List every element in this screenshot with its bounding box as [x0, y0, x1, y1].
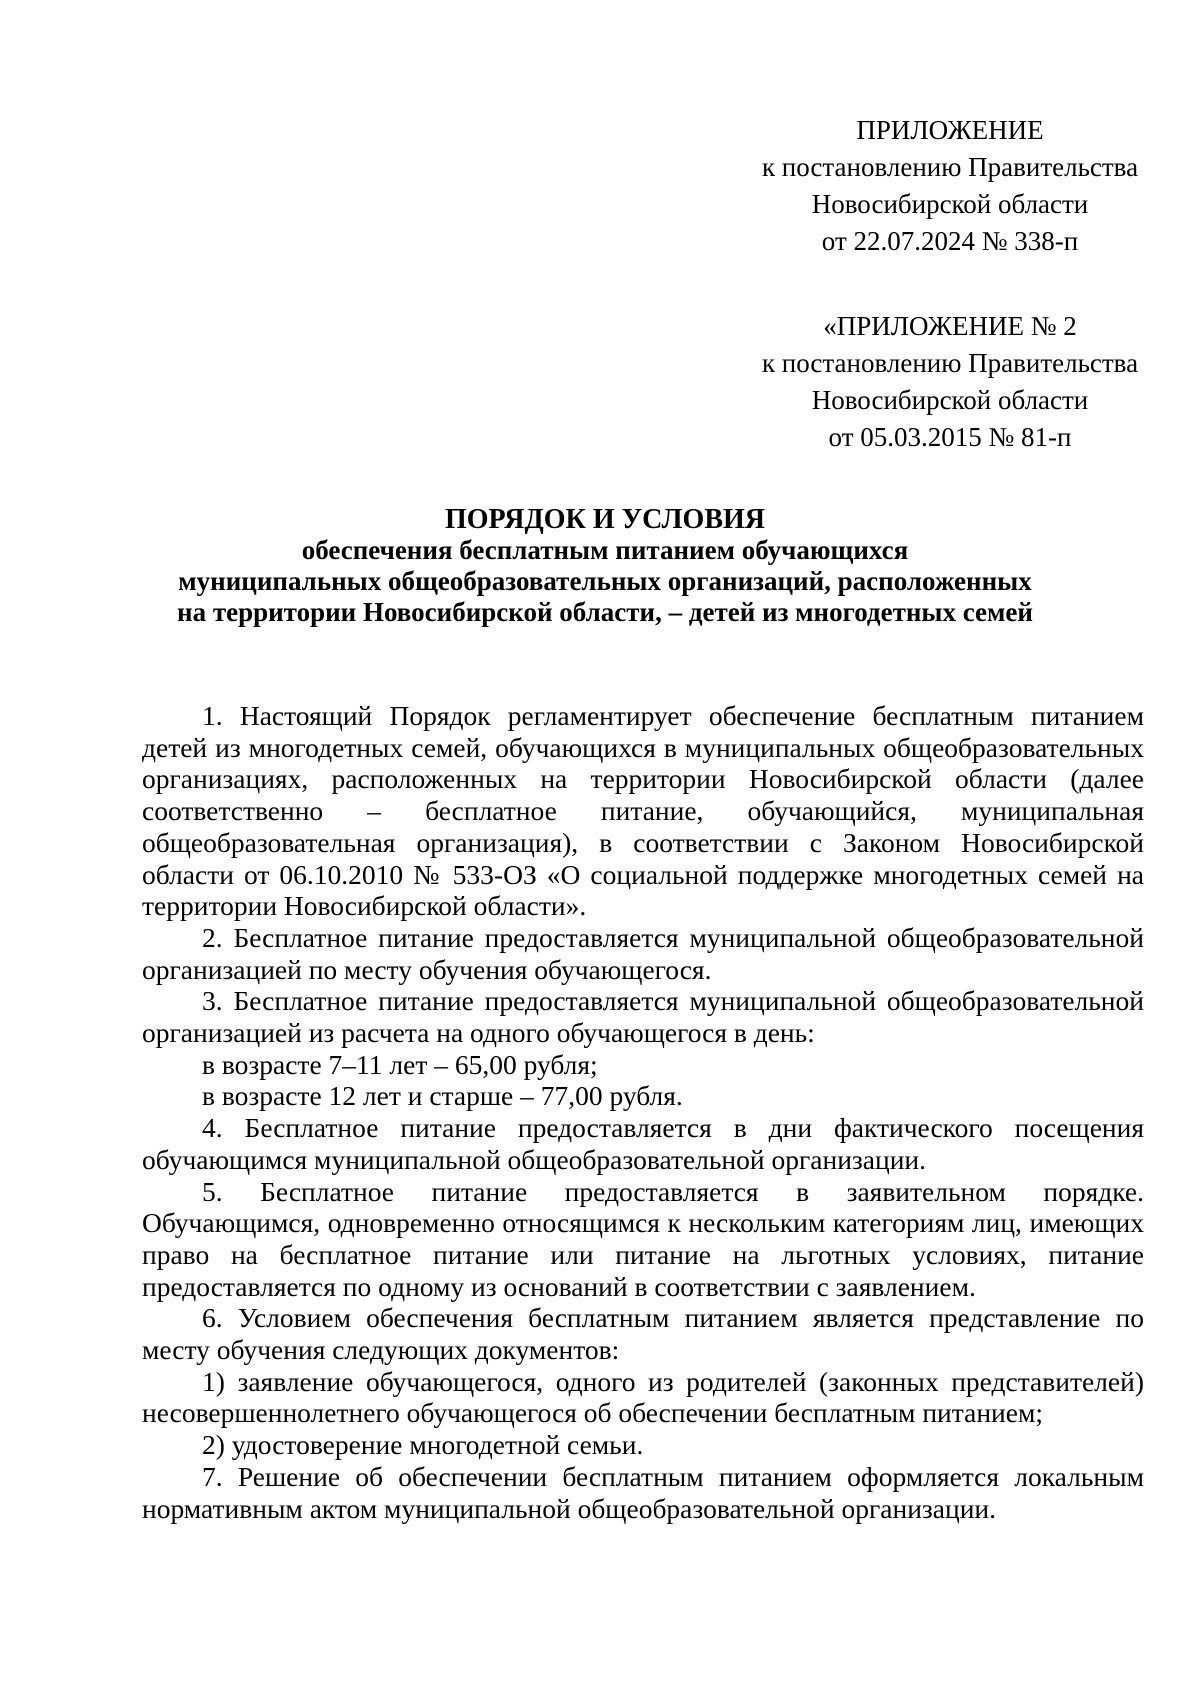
appendix-reference: к постановлению Правительства	[761, 152, 1139, 182]
paragraph-4: 4. Бесплатное питание предоставляется в дни фактического посещения обучающимся муниципальной общеобразовательной организации.	[142, 1112, 1144, 1175]
document-main-title: ПОРЯДОК И УСЛОВИЯ	[444, 504, 765, 535]
appendix-region: Новосибирской области	[811, 385, 1089, 415]
appendix-reference: к постановлению Правительства	[761, 348, 1139, 378]
paragraph-3: 3. Бесплатное питание предоставляется муниципальной общеобразовательной организацией из расчета на одного обучающегося в день:	[142, 985, 1144, 1049]
paragraph-1: 1. Настоящий Порядок регламентирует обеспечение бесплатным питанием детей из многодетных семей, обучающихся в муниципальных общеобразовательных организациях, расположенных на территории Новосибирской области (далее соответственно – бесплатное питание, обучающийся, муниципальная общеобразовательная организация), в соответствии с Законом Новосибирской области от 06.10.2010 № 533-ОЗ «О социальной поддержке многодетных семей на территории Новосибирской области».	[142, 700, 1144, 922]
document-subtitle-line-1: обеспечения бесплатным питанием обучающихся	[301, 535, 909, 565]
appendix-title: «ПРИЛОЖЕНИЕ № 2	[823, 311, 1077, 341]
paragraph-6: 6. Условием обеспечения бесплатным питанием является представление по месту обучения следующих документов:	[142, 1302, 1144, 1366]
appendix-header-current	[690, 112, 1200, 260]
document-title	[140, 504, 1070, 628]
document-body	[142, 700, 1144, 1524]
appendix-date-number: от 22.07.2024 № 338-п	[821, 226, 1079, 256]
appendix-region: Новосибирской области	[811, 189, 1089, 219]
paragraph-7: 7. Решение об обеспечении бесплатным питанием оформляется локальным нормативным актом муниципальной общеобразовательной организации.	[142, 1460, 1144, 1524]
paragraph-6-item-1: 1) заявление обучающегося, одного из родителей (законных представителей) несовершеннолетнего обучающегося об обеспечении бесплатным питанием;	[142, 1365, 1144, 1429]
paragraph-3-age-7-11: в возрасте 7–11 лет – 65,00 рубля;	[202, 1048, 598, 1080]
appendix-title: ПРИЛОЖЕНИЕ	[856, 115, 1044, 145]
paragraph-6-item-2: 2) удостоверение многодетной семьи.	[202, 1429, 644, 1461]
paragraph-3-age-12-plus: в возрасте 12 лет и старше – 77,00 рубля.	[202, 1080, 683, 1112]
paragraph-2: 2. Бесплатное питание предоставляется муниципальной общеобразовательной организацией по месту обучения обучающегося.	[142, 921, 1144, 985]
appendix-header-original	[690, 308, 1200, 456]
appendix-date-number: от 05.03.2015 № 81-п	[828, 422, 1072, 452]
paragraph-5: 5. Бесплатное питание предоставляется в заявительном порядке. Обучающимся, одновременно относящимся к нескольким категориям лиц, имеющих право на бесплатное питание или питание на льготных условиях, питание предоставляется по одному из оснований в соответствии с заявлением.	[142, 1175, 1144, 1302]
document-subtitle-line-3: на территории Новосибирской области, – детей из многодетных семей	[177, 597, 1033, 627]
document-subtitle-line-2: муниципальных общеобразовательных организаций, расположенных	[178, 566, 1032, 596]
